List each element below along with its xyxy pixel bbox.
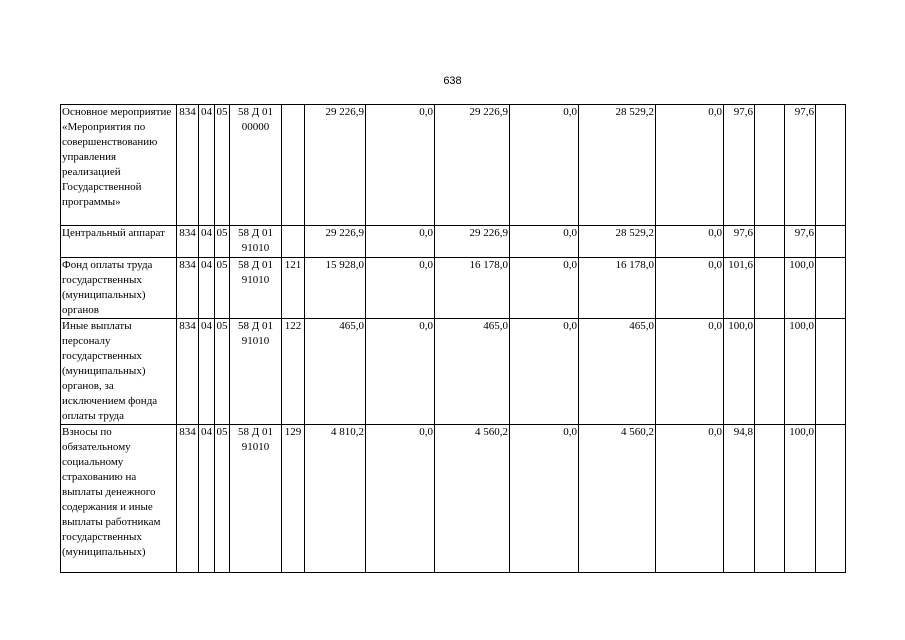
grbs-code-cell: 834 xyxy=(177,425,199,573)
page-number: 638 xyxy=(443,75,462,87)
amount-cell: 0,0 xyxy=(366,425,435,573)
section-code-cell: 04 xyxy=(199,425,215,573)
expense-type-cell: 121 xyxy=(282,258,305,319)
subsection-code-cell: 05 xyxy=(215,105,230,226)
amount-cell: 0,0 xyxy=(510,319,579,425)
amount-cell: 0,0 xyxy=(510,425,579,573)
empty-cell xyxy=(755,319,785,425)
target-article-cell: 58 Д 01 91010 xyxy=(230,319,282,425)
subsection-code-cell: 05 xyxy=(215,226,230,258)
amount-cell: 29 226,9 xyxy=(305,226,366,258)
percent-cell: 94,8 xyxy=(724,425,755,573)
amount-cell: 29 226,9 xyxy=(305,105,366,226)
target-article-cell: 58 Д 01 00000 xyxy=(230,105,282,226)
table-row xyxy=(61,319,846,425)
grbs-code-cell: 834 xyxy=(177,105,199,226)
amount-cell: 465,0 xyxy=(579,319,656,425)
percent-cell: 100,0 xyxy=(785,319,816,425)
expense-type-cell xyxy=(282,226,305,258)
amount-cell: 0,0 xyxy=(656,258,724,319)
amount-cell: 465,0 xyxy=(305,319,366,425)
percent-cell: 100,0 xyxy=(724,319,755,425)
amount-cell: 0,0 xyxy=(656,319,724,425)
empty-cell xyxy=(816,226,846,258)
row-name-cell: Фонд оплаты труда государственных (муниципальных) органов xyxy=(61,258,177,319)
percent-cell: 97,6 xyxy=(724,226,755,258)
target-article-cell: 58 Д 01 91010 xyxy=(230,258,282,319)
amount-cell: 29 226,9 xyxy=(435,226,510,258)
amount-cell: 0,0 xyxy=(510,258,579,319)
amount-cell: 0,0 xyxy=(656,425,724,573)
section-code-cell: 04 xyxy=(199,258,215,319)
empty-cell xyxy=(755,425,785,573)
empty-cell xyxy=(816,105,846,226)
percent-cell: 100,0 xyxy=(785,425,816,573)
section-code-cell: 04 xyxy=(199,226,215,258)
percent-cell: 100,0 xyxy=(785,258,816,319)
percent-cell: 97,6 xyxy=(785,105,816,226)
expense-type-cell xyxy=(282,105,305,226)
amount-cell: 465,0 xyxy=(435,319,510,425)
table-row xyxy=(61,226,846,258)
row-name-cell: Иные выплаты персоналу государственных (муниципальных) органов, за исключением фонда оплаты труда xyxy=(61,319,177,425)
amount-cell: 0,0 xyxy=(656,226,724,258)
amount-cell: 16 178,0 xyxy=(579,258,656,319)
grbs-code-cell: 834 xyxy=(177,258,199,319)
target-article-cell: 58 Д 01 91010 xyxy=(230,226,282,258)
row-name-cell: Основное мероприятие «Мероприятия по совершенствованию управления реализацией Государственной программы» xyxy=(61,105,177,226)
amount-cell: 0,0 xyxy=(510,226,579,258)
amount-cell: 4 560,2 xyxy=(579,425,656,573)
section-code-cell: 04 xyxy=(199,319,215,425)
amount-cell: 15 928,0 xyxy=(305,258,366,319)
grbs-code-cell: 834 xyxy=(177,226,199,258)
empty-cell xyxy=(755,226,785,258)
grbs-code-cell: 834 xyxy=(177,319,199,425)
empty-cell xyxy=(816,258,846,319)
amount-cell: 29 226,9 xyxy=(435,105,510,226)
percent-cell: 101,6 xyxy=(724,258,755,319)
amount-cell: 0,0 xyxy=(510,105,579,226)
table-row xyxy=(61,258,846,319)
target-article-cell: 58 Д 01 91010 xyxy=(230,425,282,573)
budget-table xyxy=(60,104,846,573)
row-name-cell: Взносы по обязательному социальному страхованию на выплаты денежного содержания и иные выплаты работникам государственных (муниципальных) xyxy=(61,425,177,573)
empty-cell xyxy=(755,258,785,319)
expense-type-cell: 129 xyxy=(282,425,305,573)
amount-cell: 0,0 xyxy=(366,226,435,258)
subsection-code-cell: 05 xyxy=(215,258,230,319)
percent-cell: 97,6 xyxy=(724,105,755,226)
empty-cell xyxy=(816,319,846,425)
amount-cell: 16 178,0 xyxy=(435,258,510,319)
amount-cell: 0,0 xyxy=(366,258,435,319)
table-row xyxy=(61,105,846,226)
table-row xyxy=(61,425,846,573)
amount-cell: 28 529,2 xyxy=(579,226,656,258)
amount-cell: 0,0 xyxy=(366,105,435,226)
amount-cell: 4 810,2 xyxy=(305,425,366,573)
percent-cell: 97,6 xyxy=(785,226,816,258)
amount-cell: 0,0 xyxy=(366,319,435,425)
amount-cell: 4 560,2 xyxy=(435,425,510,573)
subsection-code-cell: 05 xyxy=(215,425,230,573)
empty-cell xyxy=(755,105,785,226)
row-name-cell: Центральный аппарат xyxy=(61,226,177,258)
section-code-cell: 04 xyxy=(199,105,215,226)
amount-cell: 28 529,2 xyxy=(579,105,656,226)
empty-cell xyxy=(816,425,846,573)
amount-cell: 0,0 xyxy=(656,105,724,226)
subsection-code-cell: 05 xyxy=(215,319,230,425)
expense-type-cell: 122 xyxy=(282,319,305,425)
